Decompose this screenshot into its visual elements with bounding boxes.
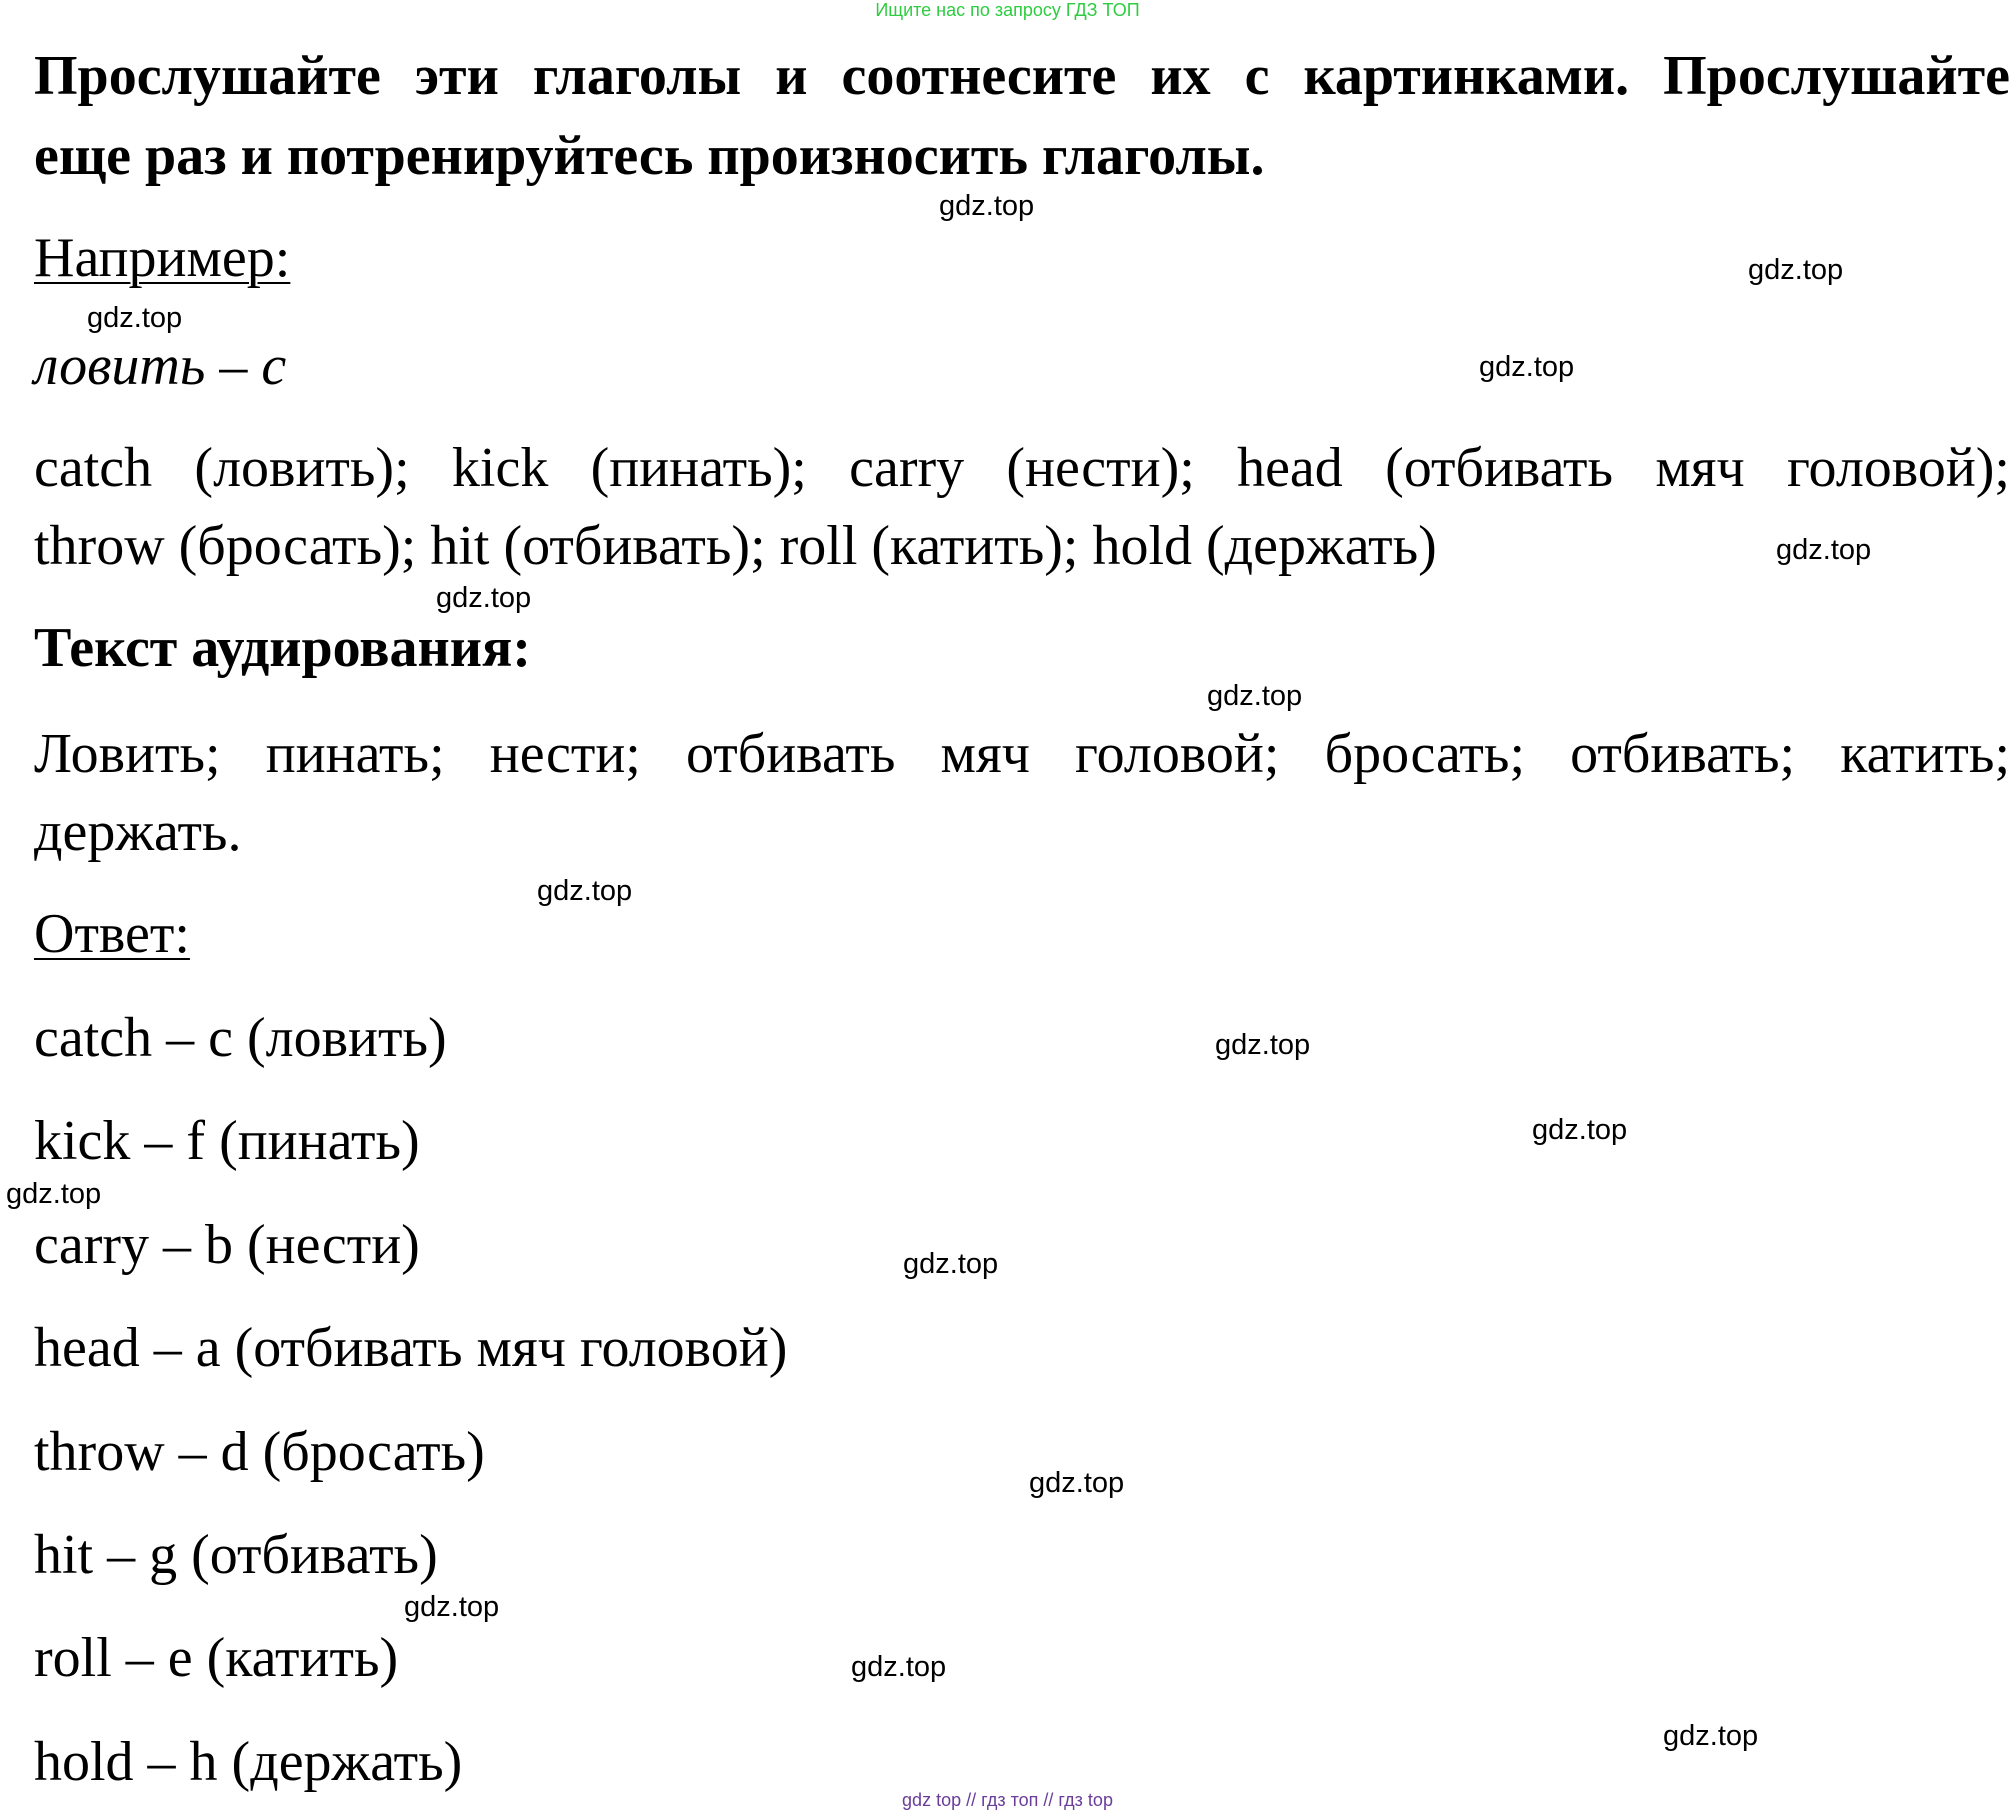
watermark: gdz.top	[436, 582, 532, 614]
answer-item: kick – f (пинать)	[34, 1110, 420, 1172]
watermark: gdz.top	[1029, 1467, 1125, 1499]
watermark: gdz.top	[1207, 680, 1303, 712]
watermark: gdz.top	[1532, 1114, 1628, 1146]
watermark: gdz.top	[1215, 1029, 1311, 1061]
watermark: gdz.top	[537, 875, 633, 907]
watermark: gdz.top	[1663, 1720, 1759, 1752]
answer-item: throw – d (бросать)	[34, 1421, 485, 1483]
task-line-1: Прослушайте эти глаголы и соотнесите их с картинками. Прослушайте	[34, 45, 2010, 107]
top-banner: Ищите нас по запросу ГДЗ ТОП	[875, 0, 1140, 20]
listening-line-2: держать.	[34, 801, 242, 863]
watermark: gdz.top	[1479, 351, 1575, 383]
watermark: gdz.top	[903, 1248, 999, 1280]
vocab-line-2: throw (бросать); hit (отбивать); roll (катить); hold (держать)	[34, 515, 1437, 577]
watermark: gdz.top	[87, 302, 183, 334]
watermark: gdz.top	[404, 1591, 500, 1623]
answer-item: roll – e (катить)	[34, 1627, 399, 1689]
answer-item: carry – b (нести)	[34, 1214, 420, 1276]
listening-heading: Текст аудирования:	[34, 617, 531, 679]
answer-item: catch – c (ловить)	[34, 1007, 447, 1069]
task-line-2: еще раз и потренируйтесь произносить глаголы.	[34, 125, 1265, 187]
vocab-line-1: catch (ловить); kick (пинать); carry (нести); head (отбивать мяч головой);	[34, 437, 2010, 499]
watermark: gdz.top	[851, 1651, 947, 1683]
answer-heading: Ответ:	[34, 903, 190, 965]
bottom-banner: gdz top // гдз топ // гдз top	[902, 1790, 1113, 1810]
answer-item: hit – g (отбивать)	[34, 1524, 438, 1586]
watermark: gdz.top	[939, 190, 1035, 222]
watermark: gdz.top	[1748, 254, 1844, 286]
example-text: ловить – с	[34, 335, 287, 397]
listening-line-1: Ловить; пинать; нести; отбивать мяч головой; бросать; отбивать; катить;	[34, 723, 2010, 785]
answer-item: head – a (отбивать мяч головой)	[34, 1317, 788, 1379]
watermark: gdz.top	[1776, 534, 1872, 566]
answer-item: hold – h (держать)	[34, 1731, 463, 1793]
watermark: gdz.top	[6, 1178, 102, 1210]
example-heading: Например:	[34, 227, 291, 289]
